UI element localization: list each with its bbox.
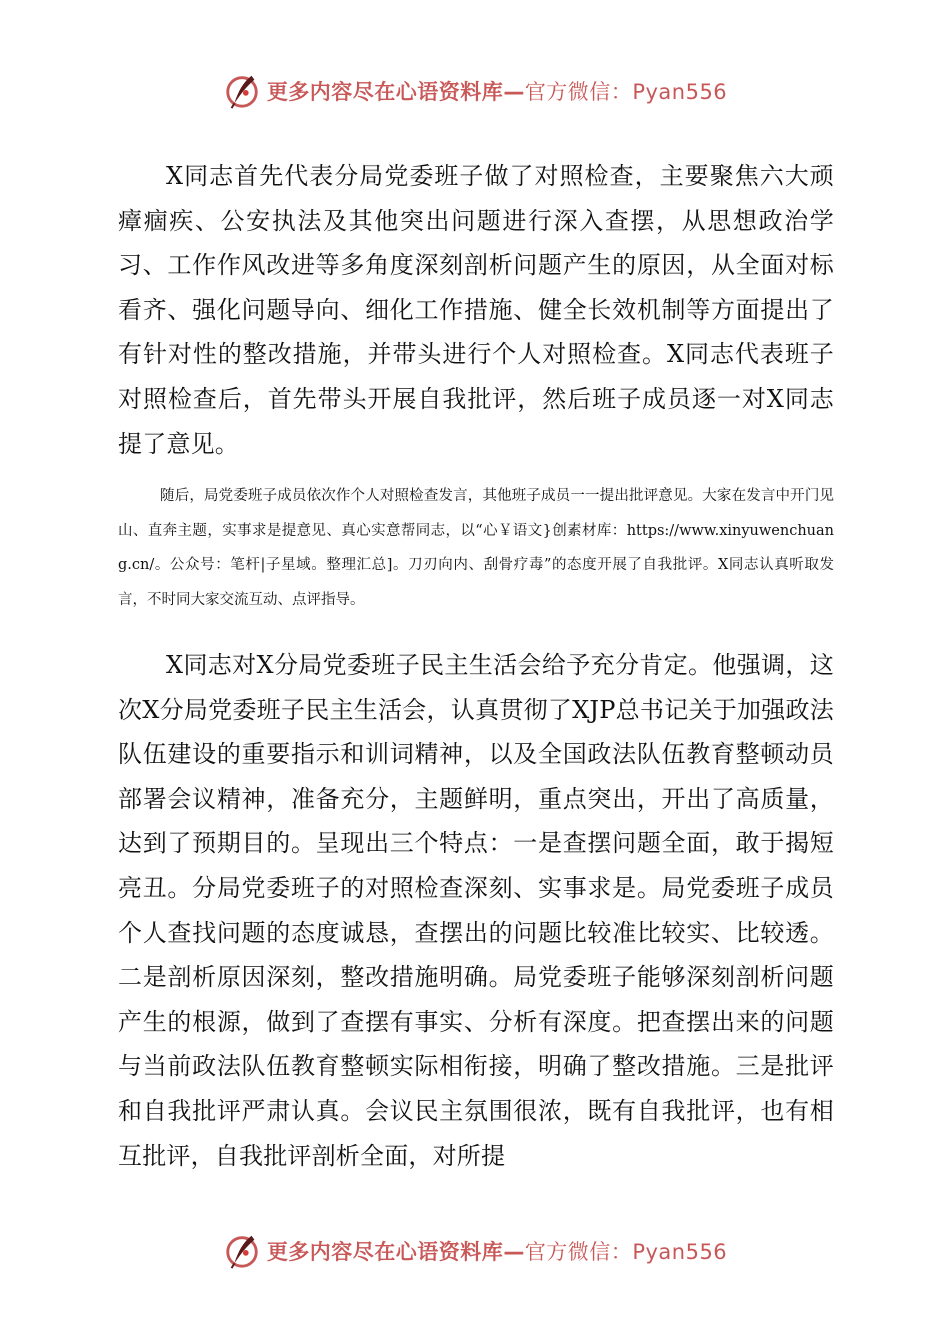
- watermark-wechat-id: Pyan556: [632, 1240, 728, 1264]
- watermark-contact-label: 官方微信：: [524, 80, 633, 104]
- watermark-site-name: 更多内容尽在心语资料库: [266, 80, 504, 104]
- quill-pen-logo-icon: [223, 72, 261, 110]
- header-watermark: [0, 66, 950, 116]
- paragraph-self-examination: X同志首先代表分局党委班子做了对照检查，主要聚焦六大顽瘴痼疾、公安执法及其他突出问题进行深入查摆，从思想政治学习、工作作风改进等多角度深刻剖析问题产生的原因，从全面对标看齐、强化问题导向、细化工作措施、健全长效机制等方面提出了有针对性的整改措施，并带头进行个人对照检查。X同志代表班子对照检查后，首先带头开展自我批评，然后班子成员逐一对X同志提了意见。: [118, 162, 834, 458]
- watermark-text: [267, 76, 727, 106]
- paragraph-affirmation: X同志对X分局党委班子民主生活会给予充分肯定。他强调，这次X分局党委班子民主生活会，认真贯彻了XJP总书记关于加强政法队伍建设的重要指示和训词精神，以及全国政法队伍教育整顿动员部署会议精神，准备充分，主题鲜明，重点突出，开出了高质量，达到了预期目的。呈现出三个特点：一是查摆问题全面，敢于揭短亮丑。分局党委班子的对照检查深刻、实事求是。局党委班子成员个人查找问题的态度诚恳，查摆出的问题比较准比较实、比较透。二是剖析原因深刻，整改措施明确。局党委班子能够深刻剖析问题产生的根源，做到了查摆有事实、分析有深度。把查摆出来的问题与当前政法队伍教育整顿实际相衔接，明确了整改措施。三是批评和自我批评严肃认真。会议民主氛围很浓，既有自我批评，也有相互批评，自我批评剖析全面，对所提: [118, 651, 834, 1170]
- paragraph-criticism-session: 随后，局党委班子成员依次作个人对照检查发言，其他班子成员一一提出批评意见。大家在发言中开门见山、直奔主题，实事求是提意见、真心实意帮同志，以“心￥语文}创素材库：https://www.xinyuwenchuang.cn/。公众号：笔杆|子星域。整理汇总]。刀刃向内、刮骨疗毒”的态度开展了自我批评。X同志认真听取发言，不时同大家交流互动、点评指导。: [118, 488, 834, 608]
- watermark-contact-label: 官方微信：: [524, 1240, 633, 1264]
- watermark-dash: —: [503, 80, 525, 104]
- watermark-text: [267, 1236, 727, 1266]
- watermark-dash: —: [503, 1240, 525, 1264]
- quill-pen-logo-icon: [223, 1232, 261, 1270]
- footer-watermark: [0, 1226, 950, 1276]
- watermark-wechat-id: Pyan556: [632, 80, 728, 104]
- watermark-site-name: 更多内容尽在心语资料库: [266, 1240, 504, 1264]
